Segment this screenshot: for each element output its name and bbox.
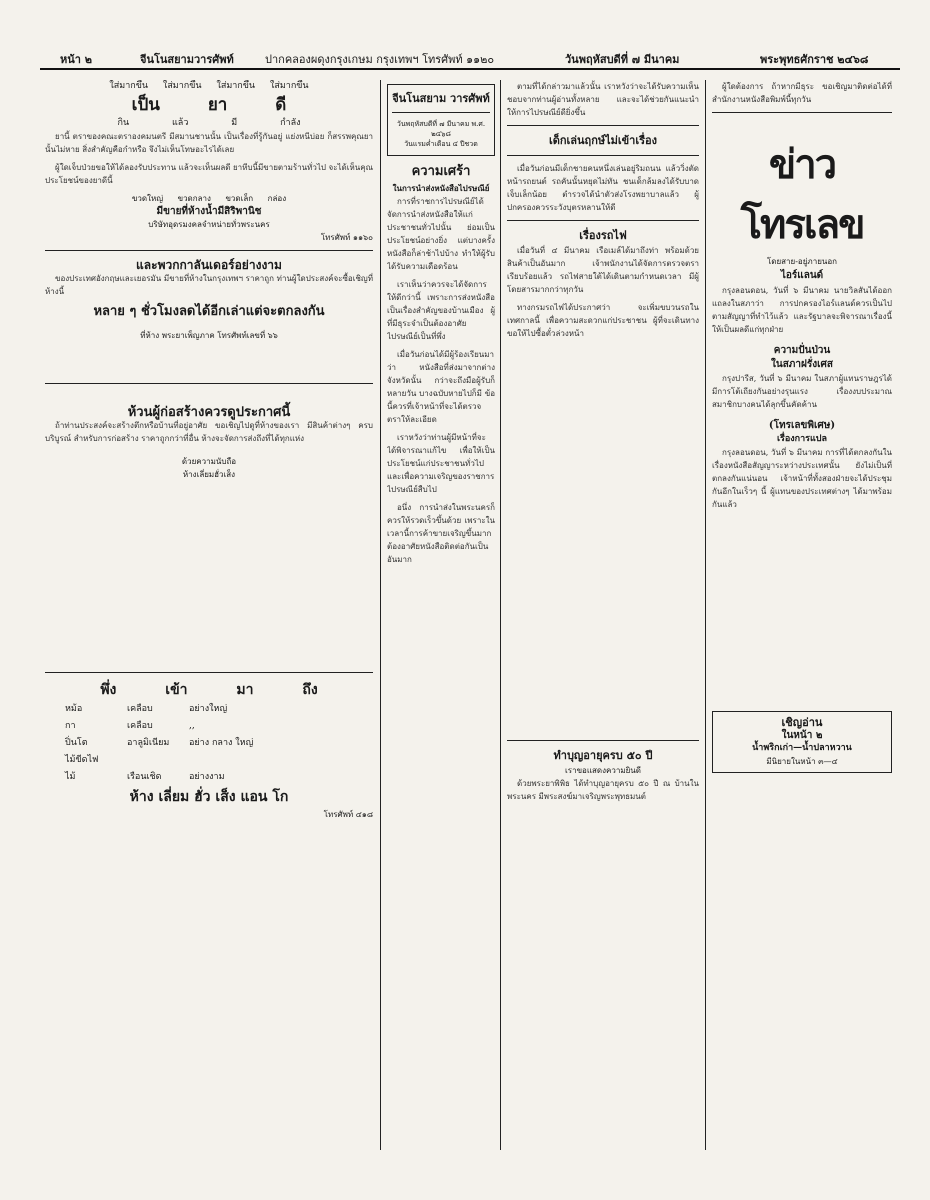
ad-price-item: กล่อง <box>267 194 287 203</box>
ad-price-item: ขวดใหญ่ <box>131 194 164 203</box>
ad-title-word: เป็น <box>131 95 160 115</box>
column-divider <box>705 80 706 1150</box>
telegraph-masthead: ข่าวโทรเลข <box>740 141 864 248</box>
notice-sign: ด้วยความนับถือ <box>181 457 237 466</box>
ad-title: และพวกกาลันเดอร์อย่างงาม <box>136 258 282 272</box>
notice-sign: ห้างเลี่ยมฮั่วเส็ง <box>182 470 236 479</box>
obit-body: ด้วยพระยาพิพิธ ได้ทำบุญอายุครบ ๕๐ ปี ณ บ้านในพระนคร มีพระสงฆ์มาเจริญพระพุทธมนต์ <box>507 779 699 801</box>
news-headline: ไอร์แลนด์ <box>780 270 824 281</box>
editorial-paragraph: เมื่อวันก่อนได้มีผู้ร้องเรียนมาว่า หนังสือที่ส่งมาจากต่างจังหวัดนั้น กว่าจะถึงมือผู้รับก็หลายวัน บางฉบับหายไปก็มี ข้อนี้ควรที่เจ้าหน้าที่จะได้ตรวจตราให้ละเอียด <box>387 350 495 424</box>
news-headline: ในสภาฝรั่งเศส <box>770 359 833 370</box>
ad-calendar <box>45 259 373 377</box>
news-subheadline: เรื่องการแปล <box>776 434 828 444</box>
news-body: กรุงลอนดอน, วันที่ ๖ มีนาคม การที่ได้ตกลงกันในเรื่องหนังสือสัญญาระหว่างประเทศนั้น ยังไม่เป็นที่ตกลงกันแน่นอน เจ้าหน้าที่ทั้งสองฝ่ายจะได้ประชุมกันอีกในเร็วๆ นี้ ผู้แทนของประเทศต่างๆ ได้มาพร้อมกันแล้ว <box>712 448 892 509</box>
ad-sub-word: กิน <box>117 118 130 128</box>
dateline: วันแรมค่ำเดือน ๔ ปีชวด <box>404 140 478 148</box>
divider <box>45 383 373 384</box>
notice-construction <box>45 406 373 666</box>
ad-body-text: ยานี้ ตราของคณะตราองคมนตรี มีสมานชานนั้น เป็นเรื่องที่รู้กันอยู่ แย่งหนีบ่อย ก็สรรพคุณยานั้นไม่หาย สิ่งสำคัญคือกำหรือ จึงไม่เห็นโทษอะไรได้เลย <box>45 132 373 154</box>
ad-shop-name: ห้าง เลี่ยม ฮั่ว เส็ง แอน โก <box>129 789 289 805</box>
box-subtitle: ในหน้า ๒ <box>781 730 823 741</box>
ad-medicine <box>45 80 373 244</box>
ad-title-word: ดี <box>275 95 287 115</box>
list-item: หม้อ เคลือบ อย่างใหญ่ <box>65 704 228 714</box>
paper-address: ปากคลองผดุงกรุงเกษม กรุงเทพฯ โทรศัพท์ ๑๑๒๐ <box>265 53 495 66</box>
column-editorial <box>387 80 495 1150</box>
ad-footer: ที่ห้าง พระยาเพ็ญภาค โทรศัพท์เลขที่ ๖๖ <box>140 331 278 340</box>
list-item: ไม้ เรือนเชิด อย่างงาม <box>65 772 225 782</box>
ad-sub-word: กำลัง <box>280 118 301 128</box>
news-body: ทางกรมรถไฟได้ประกาศว่า จะเพิ่มขบวนรถในเทศกาลนี้ เพื่อความสะดวกแก่ประชาชน ผู้ที่จะเดินทางขอให้ไปซื้อตั๋วล่วงหน้า <box>507 303 699 338</box>
news-body: เมื่อวันที่ ๔ มีนาคม เรือเมล์ได้มาถึงท่า พร้อมด้วยสินค้าเป็นอันมาก เจ้าพนักงานได้จัดการตรวจตราเรียบร้อยแล้ว รถไฟสายใต้ได้เดินตามกำหนดเวลา มีผู้โดยสารมากกว่าทุกวัน <box>507 246 699 294</box>
issue-date: วันพฤหัสบดีที่ ๗ มีนาคม <box>565 53 680 66</box>
obit-title: ทำบุญอายุครบ ๕๐ ปี <box>553 749 653 762</box>
page-header <box>40 48 900 70</box>
page-number: หน้า ๒ <box>60 53 93 66</box>
editorial-subtitle: ในการนำส่งหนังสือไปรษณีย์ <box>392 183 490 193</box>
obit-subtitle: เราขอแสดงความยินดี <box>565 766 641 775</box>
news-headline: เด็กเล่นฤกษ์ไม่เข้าเรื่อง <box>548 134 658 147</box>
editorial-paragraph: เราเห็นว่าควรจะได้จัดการให้ดีกว่านี้ เพราะการส่งหนังสือเป็นเรื่องสำคัญของบ้านเมือง ผู้ที่มีธุระจำเป็นต้องอาศัยไปรษณีย์เป็นที่พึ่ง <box>387 280 495 341</box>
editorial-paragraph: การที่ราชการไปรษณีย์ได้จัดการนำส่งหนังสือให้แก่ประชาชนทั่วไปนั้น ย่อมเป็นประโยชน์อย่างยิ่ง แต่บางครั้งหนังสือก็ล่าช้าไปบ้าง ทำให้ผู้รับได้รับความเดือดร้อน <box>387 197 495 271</box>
list-item: ปิ่นโต อาลูมิเนียม อย่าง กลาง ใหญ่ <box>65 738 254 748</box>
paper-name: จีนโนสยามวารศัพท์ <box>140 53 234 66</box>
ad-new-arrivals <box>45 679 373 821</box>
box-text: น้ำพริกเก่า—น้ำปลาหวาน <box>752 743 852 753</box>
ad-headline: หลาย ๆ ชั่วโมงลดได้อีกเล่าแต่จะตกลงกัน <box>93 304 325 319</box>
ad-word: เข้า <box>165 682 188 698</box>
editorial-paragraph: เราหวังว่าท่านผู้มีหน้าที่จะได้พิจารณาแก้ไข เพื่อให้เป็นประโยชน์แก่ประชาชนทั่วไป และเพื่อความเจริญของราชการไปรษณีย์สืบไป <box>387 433 495 494</box>
news-headline: ความปั่นป่วน <box>773 345 831 356</box>
news-body: เมื่อวันก่อนมีเด็กชายคนหนึ่งเล่นอยู่ริมถนน แล้ววิ่งตัดหน้ารถยนต์ รถคันนั้นหยุดไม่ทัน ชนเด็กล้มลงได้รับบาดเจ็บเล็กน้อย ตำรวจได้นำตัวส่งโรงพยาบาลแล้ว ผู้ปกครองควรระวังบุตรหลานให้ดี <box>507 164 699 212</box>
column-telegraph <box>712 80 892 1150</box>
buddhist-year: พระพุทธศักราช ๒๔๖๘ <box>760 53 869 66</box>
ad-word: ใส่มากขึ้น <box>162 81 202 91</box>
ad-body-text: ผู้ใดเจ็บป่วยขอให้ได้ลองรับประทาน แล้วจะเห็นผลดี ยาหีบนี้มีขายตามร้านทั่วไป จะได้เห็นคุณประโยชน์ของยาดีนี้ <box>45 163 373 185</box>
column-ads <box>45 80 373 1150</box>
list-item: ไม้ขีดไฟ <box>65 755 99 765</box>
ad-note: บริษัทอุดรมงคลจำหน่ายทั่วพระนคร <box>148 220 270 229</box>
editorial-paragraph: อนึ่ง การนำส่งในพระนครก็ควรให้รวดเร็วขึ้นด้วย เพราะในเวลานี้การค้าขายเจริญขึ้นมาก ต้องอาศัยหนังสือติดต่อกันเป็นอันมาก <box>387 503 495 564</box>
list-item: กา เคลือบ ,, <box>65 721 195 731</box>
dateline: วันพฤหัสบดีที่ ๗ มีนาคม พ.ศ. ๒๔๖๘ <box>396 120 486 138</box>
ad-word: ถึง <box>302 682 318 698</box>
ad-title-word: ยา <box>207 95 228 115</box>
ad-price-item: ขวดกลาง <box>177 194 211 203</box>
ad-sub-word: แล้ว <box>172 118 189 128</box>
column-divider <box>380 80 381 1150</box>
column-news <box>507 80 699 1150</box>
ad-word: ใส่มากขึ้น <box>269 81 309 91</box>
ad-shop-line: มีขายที่ห้างน้ำมีสิริพานิช <box>156 206 262 217</box>
nameplate-title: จีนโนสยาม วารศัพท์ <box>392 92 490 105</box>
news-headline: (โทรเลขพิเศษ) <box>768 420 836 431</box>
news-headline: เรื่องรถไฟ <box>579 229 627 242</box>
notice-body: ถ้าท่านประสงค์จะสร้างตึกหรือบ้านที่อยู่อาศัย ขอเชิญไปดูที่ห้างของเรา มีสินค้าต่างๆ ครบบริบูรณ์ สำหรับการก่อสร้าง ราคาถูกกว่าที่อื่น ห้างจะจัดการส่งถึงที่ได้ทุกแห่ง <box>45 421 373 443</box>
ad-price-item: ขวดเล็ก <box>225 194 254 203</box>
column-divider <box>500 80 501 1150</box>
article-paragraph: ตามที่ได้กล่าวมาแล้วนั้น เราหวังว่าจะได้รับความเห็นชอบจากท่านผู้อ่านทั้งหลาย และจะได้ช่วยกันแนะนำให้การไปรษณีย์ดียิ่งขึ้น <box>507 82 699 117</box>
telegraph-subtitle: โดยสาย-อยู่ภายนอก <box>766 257 837 266</box>
see-inside-box <box>712 711 892 773</box>
ad-sub-word: มี <box>231 118 238 128</box>
ad-phone: โทรศัพท์ ๔๑๘ <box>323 810 373 819</box>
editorial-title: ความเศร้า <box>411 164 471 179</box>
ad-word: ใส่มากขึ้น <box>109 81 149 91</box>
news-body: กรุงลอนดอน, วันที่ ๖ มีนาคม นายวิลสันได้ออกแถลงในสภาว่า การปกครองไอร์แลนด์ควรเป็นไปตามสัญญาที่ทำไว้แล้ว และรัฐบาลจะพิจารณาเรื่องนี้ให้เป็นผลดีแก่ทุกฝ่าย <box>712 286 892 334</box>
divider <box>45 250 373 251</box>
paper-nameplate <box>387 84 495 156</box>
notice-title: ห้วนผู้ก่อสร้างควรดูประกาศนี้ <box>127 405 291 420</box>
box-title: เชิญอ่าน <box>781 716 823 729</box>
news-body: กรุงปารีส, วันที่ ๖ มีนาคม ในสภาผู้แทนราษฎรได้มีการโต้เถียงกันอย่างรุนแรง เรื่องงบประมาณ สมาชิกบางคนได้ลุกขึ้นคัดค้าน <box>712 374 892 409</box>
ad-phone: โทรศัพท์ ๑๑๖๐ <box>320 233 373 242</box>
ad-body-text: ของประเทศอังกฤษและเยอรมัน มีขายที่ห้างในกรุงเทพฯ ราคาถูก ท่านผู้ใดประสงค์จะซื้อเชิญที่ห้างนี้ <box>45 274 373 296</box>
ad-word: มา <box>236 682 254 698</box>
ad-word: ใส่มากขึ้น <box>216 81 256 91</box>
article-paragraph: ผู้ใดต้องการ ถ้าหากมีธุระ ขอเชิญมาติดต่อได้ที่สำนักงานหนังสือพิมพ์นี้ทุกวัน <box>712 82 892 104</box>
box-footer: มีนิยายในหน้า ๓—๔ <box>766 757 838 766</box>
divider <box>45 672 373 673</box>
ad-word: พึ่ง <box>100 682 117 698</box>
